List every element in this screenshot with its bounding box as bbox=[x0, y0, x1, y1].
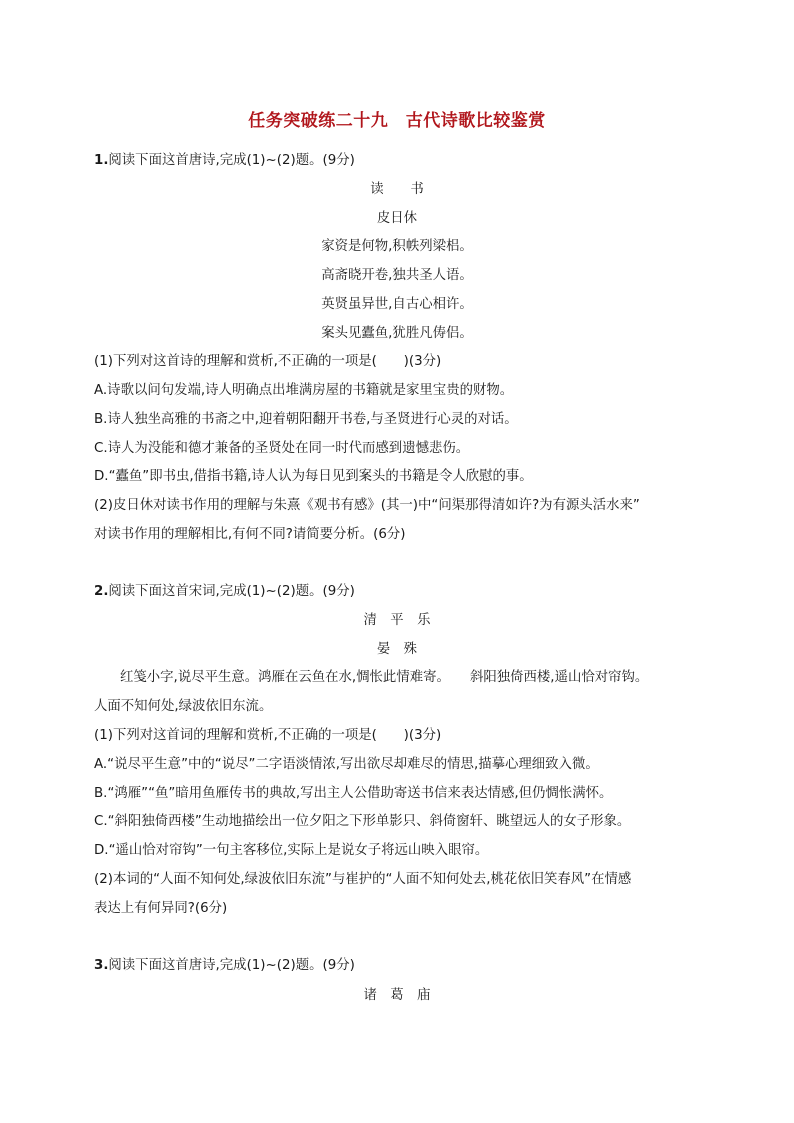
poem-title: 清 平 乐 bbox=[363, 613, 431, 628]
question-1-prompt bbox=[94, 152, 355, 170]
question-number: 2. bbox=[94, 584, 109, 599]
sub-question-1: (1)下列对这首诗的理解和赏析,不正确的一项是( )(3分) bbox=[94, 354, 442, 369]
question-prompt-text: 阅读下面这首唐诗,完成(1)~(2)题。(9分) bbox=[108, 958, 355, 973]
sub-question-2-continued: 对读书作用的理解相比,有何不同?请简要分析。(6分) bbox=[94, 527, 406, 542]
option-a: A.诗歌以问句发端,诗人明确点出堆满房屋的书籍就是家里宝贵的财物。 bbox=[94, 383, 514, 398]
option-b: B.“鸿雁”“鱼”暗用鱼雁传书的典故,写出主人公借助寄送书信来表达情感,但仍惆怅满怀。 bbox=[94, 786, 613, 801]
sub-question-2: (2)皮日休对读书作用的理解与朱熹《观书有感》(其一)中“问渠那得清如许?为有源头活水来” bbox=[94, 498, 640, 513]
poem-line: 人面不知何处,绿波依旧东流。 bbox=[94, 699, 273, 714]
option-d: D.“蠹鱼”即书虫,借指书籍,诗人认为每日见到案头的书籍是令人欣慰的事。 bbox=[94, 469, 533, 484]
poem-author: 皮日休 bbox=[376, 211, 418, 226]
sub-question-2: (2)本词的“人面不知何处,绿波依旧东流”与崔护的“人面不知何处去,桃花依旧笑春风”在情感 bbox=[94, 872, 632, 887]
poem-title: 诸 葛 庙 bbox=[363, 988, 431, 1003]
poem-line: 红笺小字,说尽平生意。鸿雁在云鱼在水,惆怅此情难寄。 斜阳独倚西楼,遥山恰对帘钩。 bbox=[120, 670, 649, 685]
option-c: C.诗人为没能和德才兼备的圣贤处在同一时代而感到遗憾悲伤。 bbox=[94, 441, 470, 456]
poem-title: 读 书 bbox=[370, 182, 424, 197]
option-b: B.诗人独坐高雅的书斋之中,迎着朝阳翻开书卷,与圣贤进行心灵的对话。 bbox=[94, 412, 518, 427]
poem-line: 家资是何物,积帙列梁梠。 bbox=[321, 239, 473, 254]
option-d: D.“遥山恰对帘钩”一句主客移位,实际上是说女子将远山映入眼帘。 bbox=[94, 843, 489, 858]
option-a: A.“说尽平生意”中的“说尽”二字语淡情浓,写出欲尽却难尽的情思,描摹心理细致入微。 bbox=[94, 757, 599, 772]
poem-author: 晏 殊 bbox=[376, 642, 418, 657]
poem-line: 英贤虽异世,自古心相许。 bbox=[321, 297, 473, 312]
sub-question-2-continued: 表达上有何异同?(6分) bbox=[94, 901, 228, 916]
sub-question-1: (1)下列对这首词的理解和赏析,不正确的一项是( )(3分) bbox=[94, 728, 442, 743]
option-c: C.“斜阳独倚西楼”生动地描绘出一位夕阳之下形单影只、斜倚窗轩、眺望远人的女子形象。 bbox=[94, 814, 631, 829]
page-title: 任务突破练二十九 古代诗歌比较鉴赏 bbox=[248, 111, 546, 131]
poem-line: 高斋晓开卷,独共圣人语。 bbox=[321, 268, 473, 283]
question-prompt-text: 阅读下面这首宋词,完成(1)~(2)题。(9分) bbox=[108, 584, 355, 599]
question-3-prompt bbox=[94, 957, 355, 975]
question-number: 3. bbox=[94, 958, 109, 973]
question-number: 1. bbox=[94, 153, 109, 168]
poem-line: 案头见蠹鱼,犹胜凡俦侣。 bbox=[321, 326, 473, 341]
question-prompt-text: 阅读下面这首唐诗,完成(1)~(2)题。(9分) bbox=[108, 153, 355, 168]
question-2-prompt bbox=[94, 583, 355, 601]
